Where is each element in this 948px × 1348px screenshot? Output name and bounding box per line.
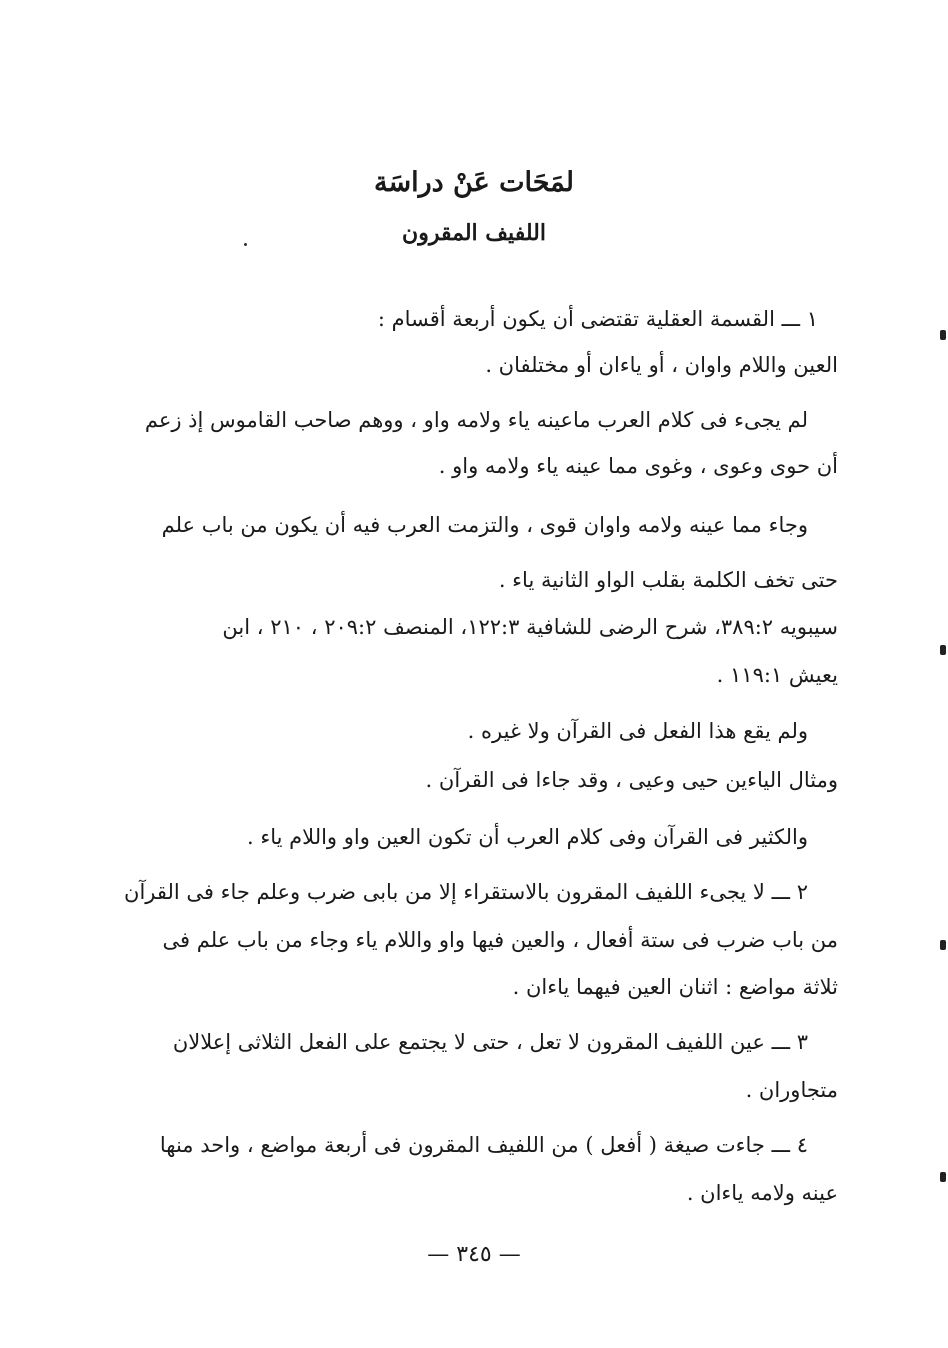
paragraph-3-line-1: وجاء مما عينه ولامه واوان قوى ، والتزمت العرب فيه أن يكون من باب علم (161, 513, 808, 537)
paragraph-2-line-2: أن حوى وعوى ، وغوى مما عينه ياء ولامه واو . (438, 454, 838, 478)
paragraph-2-line-1: لم يجىء فى كلام العرب ماعينه ياء ولامه واو ، ووهم صاحب القاموس إذ زعم (144, 408, 808, 432)
paragraph-6-line-3: ثلاثة مواضع : اثنان العين فيهما ياءان . (512, 975, 838, 999)
paragraph-7-line-2: متجاوران . (745, 1078, 838, 1102)
paragraph-4-line-2: ومثال الياءين حيى وعيى ، وقد جاءا فى القرآن . (425, 768, 838, 792)
paragraph-6-line-1: ٢ ـــ لا يجىء اللفيف المقرون بالاستقراء إلا من بابى ضرب وعلم جاء فى القرآن (124, 880, 808, 904)
paragraph-1-line-2: العين واللام واوان ، أو ياءان أو مختلفان . (485, 353, 838, 377)
page-number: — ٣٤٥ — (427, 1242, 521, 1267)
page-title: لمَحَات عَنْ دراسَة (373, 167, 575, 198)
paragraph-7-line-1: ٣ ـــ عين اللفيف المقرون لا تعل ، حتى لا يجتمع على الفعل الثلاثى إعلالان (172, 1030, 808, 1054)
scan-mark (940, 940, 946, 950)
paragraph-1-line-1: ١ ـــ القسمة العقلية تقتضى أن يكون أربعة أقسام : (377, 307, 818, 331)
paragraph-5-line-1: والكثير فى القرآن وفى كلام العرب أن تكون العين واو واللام ياء . (247, 825, 808, 849)
paragraph-4-line-1: ولم يقع هذا الفعل فى القرآن ولا غيره . (467, 719, 808, 743)
scan-speck (244, 243, 247, 246)
paragraph-3-line-2: حتى تخف الكلمة بقلب الواو الثانية ياء . (498, 568, 838, 592)
reference-line-2: يعيش ١١٩:١ . (716, 663, 838, 687)
reference-line-1: سيبويه ٣٨٩:٢، شرح الرضى للشافية ١٢٢:٣، المنصف ٢٠٩:٢ ، ٢١٠ ، ابن (222, 615, 838, 639)
page-subtitle: اللفيف المقرون (402, 220, 546, 246)
scan-mark (940, 645, 946, 655)
paragraph-8-line-1: ٤ ـــ جاءت صيغة ( أفعل ) من اللفيف المقرون فى أربعة مواضع ، واحد منها (159, 1133, 808, 1157)
paragraph-6-line-2: من باب ضرب فى ستة أفعال ، والعين فيها واو واللام ياء وجاء من باب علم فى (162, 928, 838, 952)
scan-mark (940, 330, 946, 340)
scan-mark (940, 1172, 946, 1182)
paragraph-8-line-2: عينه ولامه ياءان . (686, 1181, 838, 1205)
